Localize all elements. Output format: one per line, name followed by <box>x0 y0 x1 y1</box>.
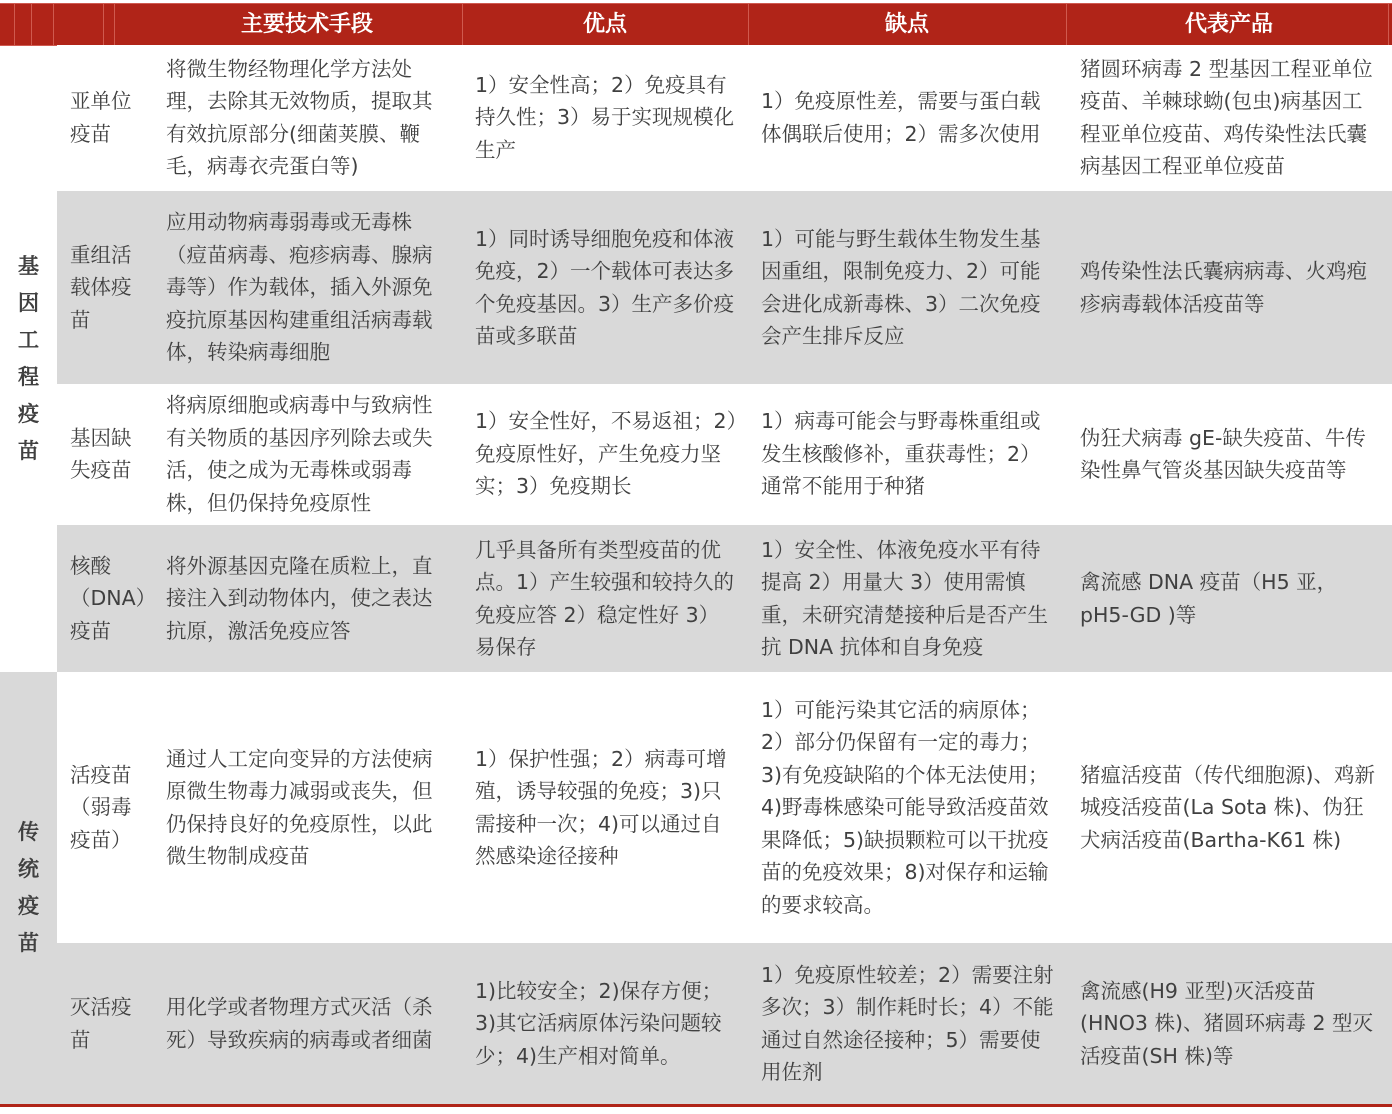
cell-method <box>166 45 452 190</box>
cell-advantages <box>475 384 737 524</box>
method-text: 用化学或者物理方式灭活（杀死）导致疾病的病毒或者细菌 <box>166 995 433 1052</box>
disadvantages-text: 1）可能与野生载体生物发生基因重组，限制免疫力、2）可能会进化成新毒株、3）二次免疫会产生排斥反应 <box>761 226 1041 348</box>
disadvantages-text: 1）安全性、体液免疫水平有待提高 2）用量大 3）使用需慎重，未研究清楚接种后是否产生抗 DNA 抗体和自身免疫 <box>761 537 1048 659</box>
advantages-text: 1）保护性强；2）病毒可增殖，诱导较强的免疫；3)只需接种一次；4)可以通过自然感染途径接种 <box>475 746 727 868</box>
disadvantages-text: 1）免疫原性差，需要与蛋白载体偶联后使用；2）需多次使用 <box>761 89 1041 146</box>
method-text: 将病原细胞或病毒中与致病性有关物质的基因序列除去或失活，使之成为无毒株或弱毒株，但仍保持免疫原性 <box>166 393 433 515</box>
cell-products <box>1080 673 1376 942</box>
method-text: 将微生物经物理化学方法处理，去除其无效物质，提取其有效抗原部分(细菌荚膜、鞭毛，病毒衣壳蛋白等) <box>166 56 433 178</box>
cell-type <box>70 45 142 190</box>
products-text: 鸡传染性法氏囊病病毒、火鸡疱疹病毒载体活疫苗等 <box>1080 259 1367 316</box>
table-row <box>57 191 1392 384</box>
advantages-text: 1）同时诱导细胞免疫和体液免疫，2）一个载体可表达多个免疫基因。3）生产多价疫苗或多联苗 <box>475 226 735 348</box>
advantages-text: 几乎具备所有类型疫苗的优点。1）产生较强和较持久的免疫应答 2）稳定性好 3）易保存 <box>475 537 735 659</box>
table-header <box>0 3 1392 46</box>
products-text: 禽流感(H9 亚型)灭活疫苗(HNO3 株)、猪圆环病毒 2 型灭活疫苗(SH 株)等 <box>1080 978 1374 1068</box>
advantages-text: 1）安全性高；2）免疫具有持久性；3）易于实现规模化生产 <box>475 72 735 162</box>
cell-disadvantages <box>761 673 1057 942</box>
cell-products <box>1080 45 1376 190</box>
cell-type <box>70 525 157 672</box>
cell-type <box>70 191 142 384</box>
disadvantages-text: 1）可能污染其它活的病原体；2）部分仍保留有一定的毒力；3)有免疫缺陷的个体无法使用；4)野毒株感染可能导致活疫苗效果降低；5)缺损颗粒可以干扰疫苗的免疫效果；8)对保存和运输的要求较高。 <box>761 697 1049 917</box>
header-divider <box>31 4 32 45</box>
cell-type <box>70 673 142 942</box>
method-text: 将外源基因克隆在质粒上，直接注入到动物体内，使之表达抗原，激活免疫应答 <box>166 553 433 643</box>
type-text: 重组活载体疫苗 <box>70 242 132 332</box>
advantages-text: 1）安全性好，不易返祖；2）免疫原性好，产生免疫力坚实；3）免疫期长 <box>475 409 737 499</box>
cell-advantages <box>475 943 737 1104</box>
type-text: 活疫苗（弱毒疫苗） <box>70 762 132 852</box>
cell-disadvantages <box>761 191 1057 384</box>
bottom-rule <box>0 1104 1392 1107</box>
category-genetic-engineering <box>0 45 57 672</box>
products-text: 禽流感 DNA 疫苗（H5 亚，pH5-GD )等 <box>1080 570 1338 627</box>
cell-method <box>166 525 452 672</box>
header-divider <box>14 4 15 45</box>
cell-advantages <box>475 525 737 672</box>
header-advantages: 优点 <box>582 12 627 37</box>
type-text: 灭活疫苗 <box>70 995 132 1052</box>
cell-disadvantages <box>761 384 1057 524</box>
cell-method <box>166 384 452 524</box>
cell-method <box>166 191 452 384</box>
table-row <box>57 45 1392 190</box>
method-text: 应用动物病毒弱毒或无毒株（痘苗病毒、疱疹病毒、腺病毒等）作为载体，插入外源免疫抗原基因构建重组活病毒载体，转染病毒细胞 <box>166 210 433 365</box>
type-text: 亚单位疫苗 <box>70 89 132 146</box>
header-divider <box>114 4 115 45</box>
type-text: 核酸（DNA）疫苗 <box>70 553 157 643</box>
cell-type <box>70 384 142 524</box>
cell-advantages <box>475 673 737 942</box>
products-text: 猪圆环病毒 2 型基因工程亚单位疫苗、羊棘球蚴(包虫)病基因工程亚单位疫苗、鸡传染性法氏囊病基因工程亚单位疫苗 <box>1080 56 1373 178</box>
table-row <box>57 384 1392 524</box>
category-label: 传统疫苗 <box>18 820 39 955</box>
cell-products <box>1080 191 1376 384</box>
header-disadvantages: 缺点 <box>884 12 929 37</box>
cell-type <box>70 943 142 1104</box>
products-text: 猪瘟活疫苗（传代细胞源)、鸡新城疫活疫苗(La Sota 株)、伪狂犬病活疫苗(Bartha-K61 株) <box>1080 762 1375 852</box>
cell-products <box>1080 384 1376 524</box>
cell-disadvantages <box>761 943 1057 1104</box>
cell-disadvantages <box>761 45 1057 190</box>
table-row <box>57 943 1392 1104</box>
cell-disadvantages <box>761 525 1057 672</box>
header-divider <box>103 4 104 45</box>
cell-method <box>166 943 452 1104</box>
advantages-text: 1)比较安全；2)保存方便；3)其它活病原体污染问题较少；4)生产相对简单。 <box>475 978 723 1068</box>
cell-method <box>166 673 452 942</box>
category-label: 基因工程疫苗 <box>18 253 39 463</box>
disadvantages-text: 1）病毒可能会与野毒株重组或发生核酸修补，重获毒性；2）通常不能用于种猪 <box>761 409 1041 499</box>
cell-products <box>1080 525 1376 672</box>
type-text: 基因缺失疫苗 <box>70 425 132 482</box>
header-method: 主要技术手段 <box>240 12 373 37</box>
products-text: 伪狂犬病毒 gE-缺失疫苗、牛传染性鼻气管炎基因缺失疫苗等 <box>1080 425 1366 482</box>
header-divider <box>53 4 54 45</box>
category-traditional <box>0 672 57 1104</box>
cell-products <box>1080 943 1376 1104</box>
disadvantages-text: 1）免疫原性较差；2）需要注射多次；3）制作耗时长；4）不能通过自然途径接种；5）需要使用佐剂 <box>761 962 1054 1084</box>
cell-advantages <box>475 191 737 384</box>
header-products: 代表产品 <box>1184 12 1273 37</box>
method-text: 通过人工定向变异的方法使病原微生物毒力减弱或丧失，但仍保持良好的免疫原性，以此微生物制成疫苗 <box>166 746 433 868</box>
table-row <box>57 525 1392 672</box>
table-row <box>57 673 1392 942</box>
cell-advantages <box>475 45 737 190</box>
